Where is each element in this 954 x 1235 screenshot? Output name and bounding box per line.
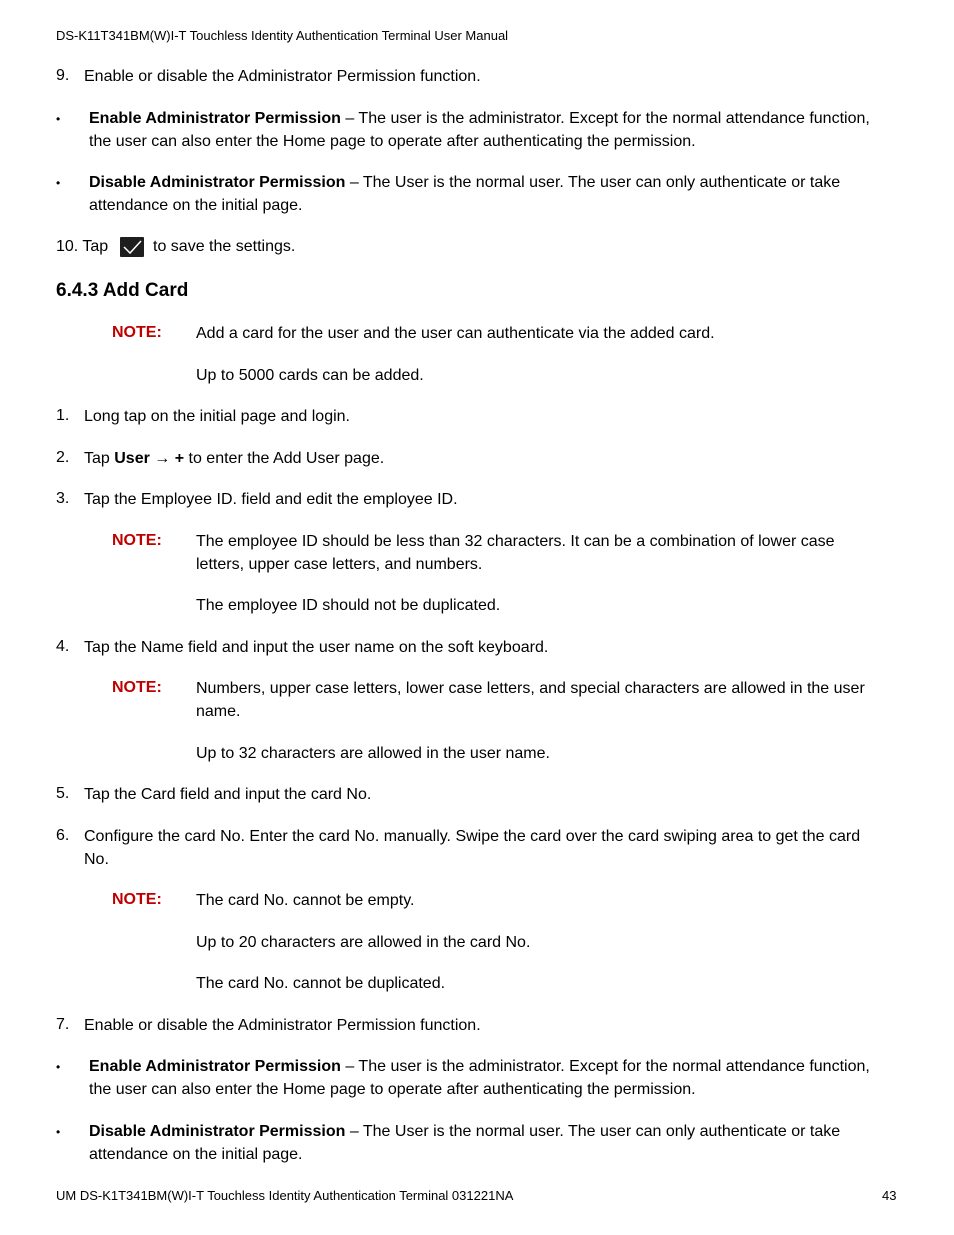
step-number: 2. (56, 449, 70, 466)
note-label: NOTE: (112, 532, 162, 549)
disable-admin-bullet (89, 1120, 889, 1166)
note-text: Numbers, upper case letters, lower case letters, and special characters are allowed in the user name. (196, 680, 865, 720)
note-text: The employee ID should be less than 32 characters. It can be a combination of lower case letters, upper case letters, and numbers. (196, 533, 835, 573)
step-2-post: to enter the Add User page. (184, 450, 385, 467)
page-header: DS-K11T341BM(W)I-T Touchless Identity Authentication Terminal User Manual (56, 28, 509, 43)
bullet: • (56, 112, 61, 126)
enable-admin-desc: – The user is the administrator. Except for the normal attendance function, the user can also enter the Home page to operate after authenticating the permission. (89, 110, 870, 150)
step-number: 1. (56, 407, 70, 424)
note-text: Up to 5000 cards can be added. (196, 367, 424, 384)
bullet: • (56, 1125, 61, 1139)
step-2-pre: Tap (84, 450, 115, 467)
checkmark-icon (120, 237, 144, 257)
page-number: 43 (882, 1188, 897, 1203)
note-label: NOTE: (112, 324, 162, 341)
step-text: Tap the Employee ID. field and edit the employee ID. (84, 491, 458, 508)
step-number: 4. (56, 638, 70, 655)
note-text: The card No. cannot be duplicated. (196, 975, 446, 992)
step-number: 5. (56, 785, 70, 802)
step-text: Enable or disable the Administrator Permission function. (84, 68, 481, 85)
page-footer: UM DS-K1T341BM(W)I-T Touchless Identity Authentication Terminal 031221NA (56, 1188, 514, 1203)
note-text: Up to 32 characters are allowed in the user name. (196, 745, 550, 762)
disable-admin-label: Disable Administrator Permission (89, 1123, 346, 1140)
arrow: → (149, 450, 175, 467)
user-menu-label: User (114, 450, 150, 467)
note-text: Add a card for the user and the user can authenticate via the added card. (196, 325, 715, 342)
disable-admin-desc: – The User is the normal user. The user can only authenticate or take attendance on the initial page. (89, 1123, 841, 1163)
note-label: NOTE: (112, 891, 162, 908)
step-number: 6. (56, 827, 70, 844)
step-number: 3. (56, 490, 70, 507)
step-number: 7. (56, 1016, 70, 1033)
note-text: Up to 20 characters are allowed in the card No. (196, 934, 531, 951)
disable-admin-label: Disable Administrator Permission (89, 174, 346, 191)
disable-admin-bullet (89, 171, 889, 217)
step-text: Tap the Name field and input the user name on the soft keyboard. (84, 639, 549, 656)
step-text (84, 447, 884, 470)
note-label: NOTE: (112, 679, 162, 696)
section-title: 6.4.3 Add Card (56, 280, 189, 301)
step-text: Configure the card No. Enter the card No. manually. Swipe the card over the card swiping area to get the card No. (84, 828, 861, 868)
step-number: 9. (56, 67, 70, 84)
bullet: • (56, 1060, 61, 1074)
enable-admin-label: Enable Administrator Permission (89, 110, 341, 127)
enable-admin-bullet (89, 1055, 889, 1101)
bullet: • (56, 176, 61, 190)
enable-admin-label: Enable Administrator Permission (89, 1058, 341, 1075)
step-text: Long tap on the initial page and login. (84, 408, 350, 425)
enable-admin-bullet (89, 107, 889, 153)
step-10-suffix: to save the settings. (153, 238, 296, 255)
disable-admin-desc: – The User is the normal user. The user can only authenticate or take attendance on the initial page. (89, 174, 841, 214)
step-text: Enable or disable the Administrator Permission function. (84, 1017, 481, 1034)
enable-admin-desc: – The user is the administrator. Except for the normal attendance function, the user can also enter the Home page to operate after authenticating the permission. (89, 1058, 870, 1098)
note-text: The employee ID should not be duplicated. (196, 597, 501, 614)
note-text: The card No. cannot be empty. (196, 892, 415, 909)
step-text: Tap the Card field and input the card No. (84, 786, 372, 803)
plus-label: + (174, 450, 185, 467)
step-10-prefix: 10. Tap (56, 238, 109, 255)
